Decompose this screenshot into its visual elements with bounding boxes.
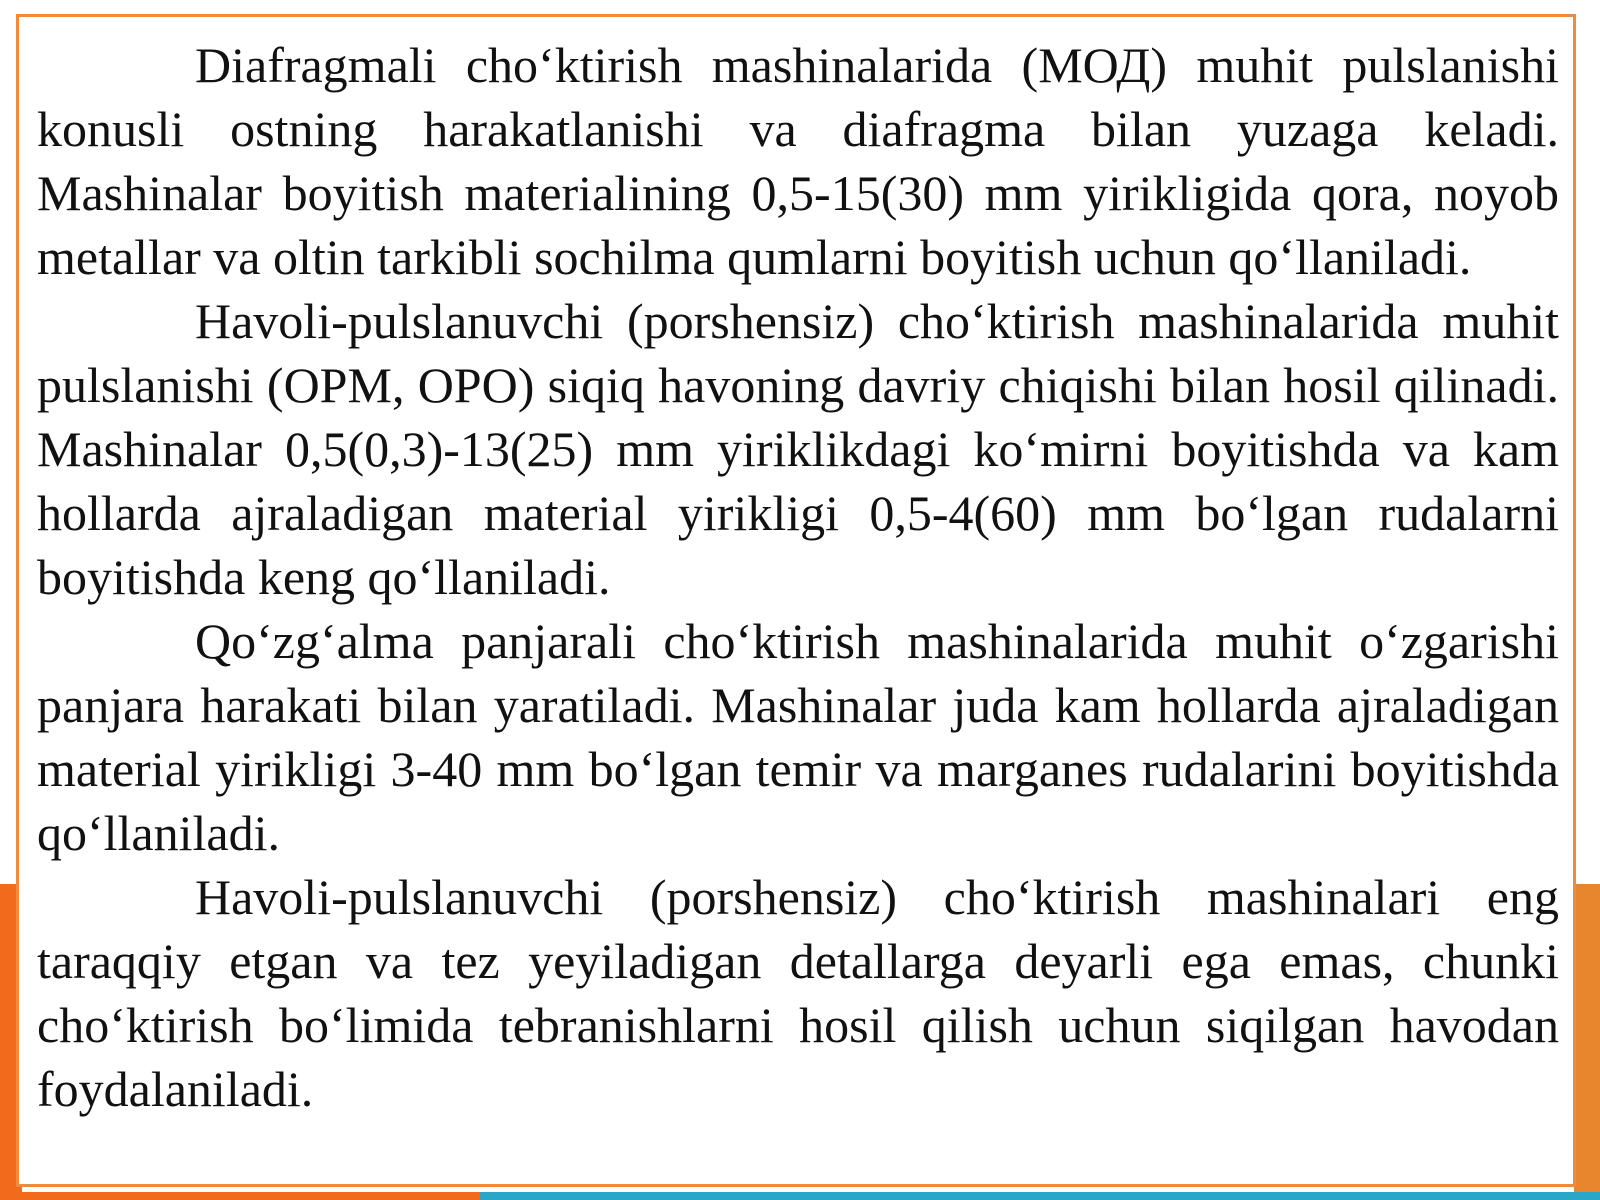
paragraph-air-pulsating-advantages: Havoli-pulslanuvchi (porshensiz) cho‘ktirish mashinalari eng taraqqiy etgan va tez yeyiladigan detallarga deyarli ega emas, chunki cho‘ktirish bo‘limida tebranishlarni hosil qilish uchun siqilgan havodan foydalaniladi. — [37, 869, 1559, 1117]
bottom-accent-bar — [0, 1192, 1600, 1200]
paragraph-air-pulsating-machines: Havoli-pulslanuvchi (porshensiz) cho‘ktirish mashinalarida muhit pulslanishi (OPM, OPO) siqiq havoning davriy chiqishi bilan hosil qilinadi. Mashinalar 0,5(0,3)-13(25) mm yiriklikdagi ko‘mirni boyitishda va kam hollarda ajraladigan material yirikligi 0,5-4(60) mm bo‘lgan rudalarni boyitishda keng qo‘llaniladi. — [37, 293, 1559, 605]
right-accent-bar — [1574, 884, 1600, 1200]
text-frame — [16, 14, 1576, 1187]
document-body — [37, 33, 1559, 1121]
paragraph-movable-grate-machines: Qo‘zg‘alma panjarali cho‘ktirish mashinalarida muhit o‘zgarishi panjara harakati bilan yaratiladi. Mashinalar juda kam hollarda ajraladigan material yirikligi 3-40 mm bo‘lgan temir va marganes rudalarini boyitishda qo‘llaniladi. — [37, 613, 1559, 861]
paragraph-diaphragm-machines: Diafragmali cho‘ktirish mashinalarida (МОД) muhit pulslanishi konusli ostning harakatlanishi va diafragma bilan yuzaga keladi. Mashinalar boyitish materialining 0,5-15(30) mm yirikligida qora, noyob metallar va oltin tarkibli sochilma qumlarni boyitish uchun qo‘llaniladi. — [37, 37, 1559, 285]
